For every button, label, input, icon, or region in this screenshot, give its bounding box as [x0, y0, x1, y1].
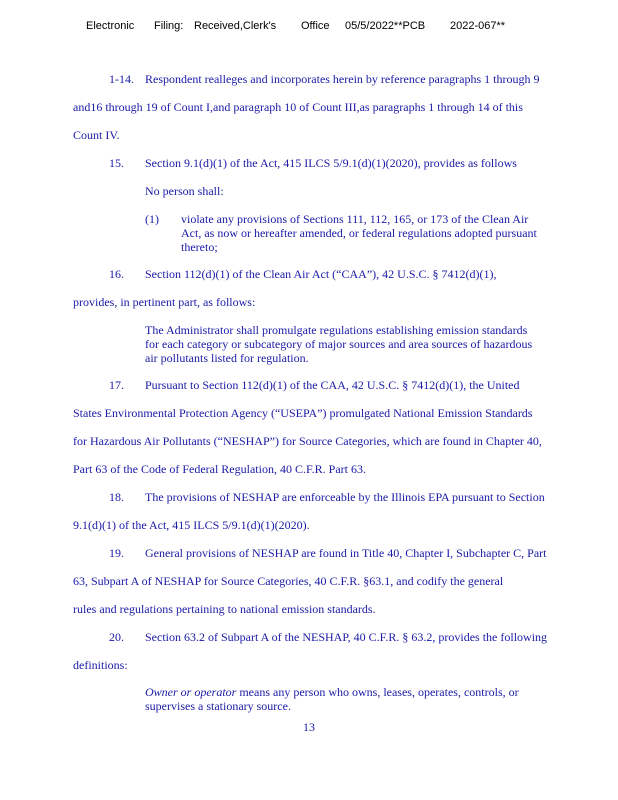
para-text: Section 9.1(d)(1) of the Act, 415 ILCS 5/9.1(d)(1)(2020), provides as follows: [145, 156, 517, 170]
para-number: 16.: [109, 267, 124, 281]
para-number: 15.: [109, 156, 124, 170]
quote-intro: No person shall:: [145, 184, 224, 198]
para-number: 19.: [109, 546, 124, 560]
list-item-number: (1): [145, 212, 159, 226]
header-docket: 2022-067**: [450, 20, 506, 32]
header-filing: Filing:: [154, 20, 184, 32]
para-text: Section 112(d)(1) of the Clean Air Act (“CAA”), 42 U.S.C. § 7412(d)(1),: [145, 267, 497, 281]
header-received: Received,Clerk's: [194, 20, 277, 32]
defined-term: Owner or operator: [145, 685, 237, 699]
para-text: The provisions of NESHAP are enforceable by the Illinois EPA pursuant to Section: [145, 490, 545, 504]
para-text: 63, Subpart A of NESHAP for Source Categories, 40 C.F.R. §63.1, and codify the general: [73, 574, 504, 588]
para-text: States Environmental Protection Agency (“USEPA”) promulgated National Emission Standards: [73, 406, 533, 420]
para-text: provides, in pertinent part, as follows:: [73, 295, 256, 309]
para-text: rules and regulations pertaining to national emission standards.: [73, 602, 376, 616]
para-text: and16 through 19 of Count I,and paragraph 10 of Count III,as paragraphs 1 through 14 of this: [73, 100, 523, 114]
para-number: 20.: [109, 630, 124, 644]
para-text: Pursuant to Section 112(d)(1) of the CAA, 42 U.S.C. § 7412(d)(1), the United: [145, 378, 520, 392]
para-number: 17.: [109, 378, 124, 392]
para-text: Count IV.: [73, 128, 120, 142]
para-text: 9.1(d)(1) of the Act, 415 ILCS 5/9.1(d)(1)(2020).: [73, 518, 310, 532]
para-text: Part 63 of the Code of Federal Regulation, 40 C.F.R. Part 63.: [73, 462, 367, 476]
para-text: Section 63.2 of Subpart A of the NESHAP, 40 C.F.R. § 63.2, provides the following: [145, 630, 548, 644]
para-number: 1-14.: [109, 72, 134, 86]
header-date: 05/5/2022**PCB: [345, 20, 426, 32]
header-electronic: Electronic: [86, 20, 135, 32]
definition-block: Owner or operator means any person who owns, leases, operates, controls, or supervises a stationary source.: [145, 685, 519, 713]
header-office: Office: [301, 20, 330, 32]
block-quote: The Administrator shall promulgate regulations establishing emission standards for each category or subcategory of major sources and area sources of hazardous air pollutants listed for regulation.: [145, 323, 533, 365]
para-text: for Hazardous Air Pollutants (“NESHAP”) for Source Categories, which are found in Chapter 40,: [73, 434, 542, 448]
para-text: definitions:: [73, 658, 128, 672]
para-number: 18.: [109, 490, 124, 504]
list-item-text: violate any provisions of Sections 111, 112, 165, or 173 of the Clean Air Act, as now or hereafter amended, or federal regulations adopted pursuant thereto;: [181, 212, 537, 254]
para-text: General provisions of NESHAP are found in Title 40, Chapter I, Subchapter C, Part: [145, 546, 547, 560]
para-text: Respondent realleges and incorporates herein by reference paragraphs 1 through 9: [145, 72, 540, 86]
page-number: 13: [303, 720, 315, 734]
